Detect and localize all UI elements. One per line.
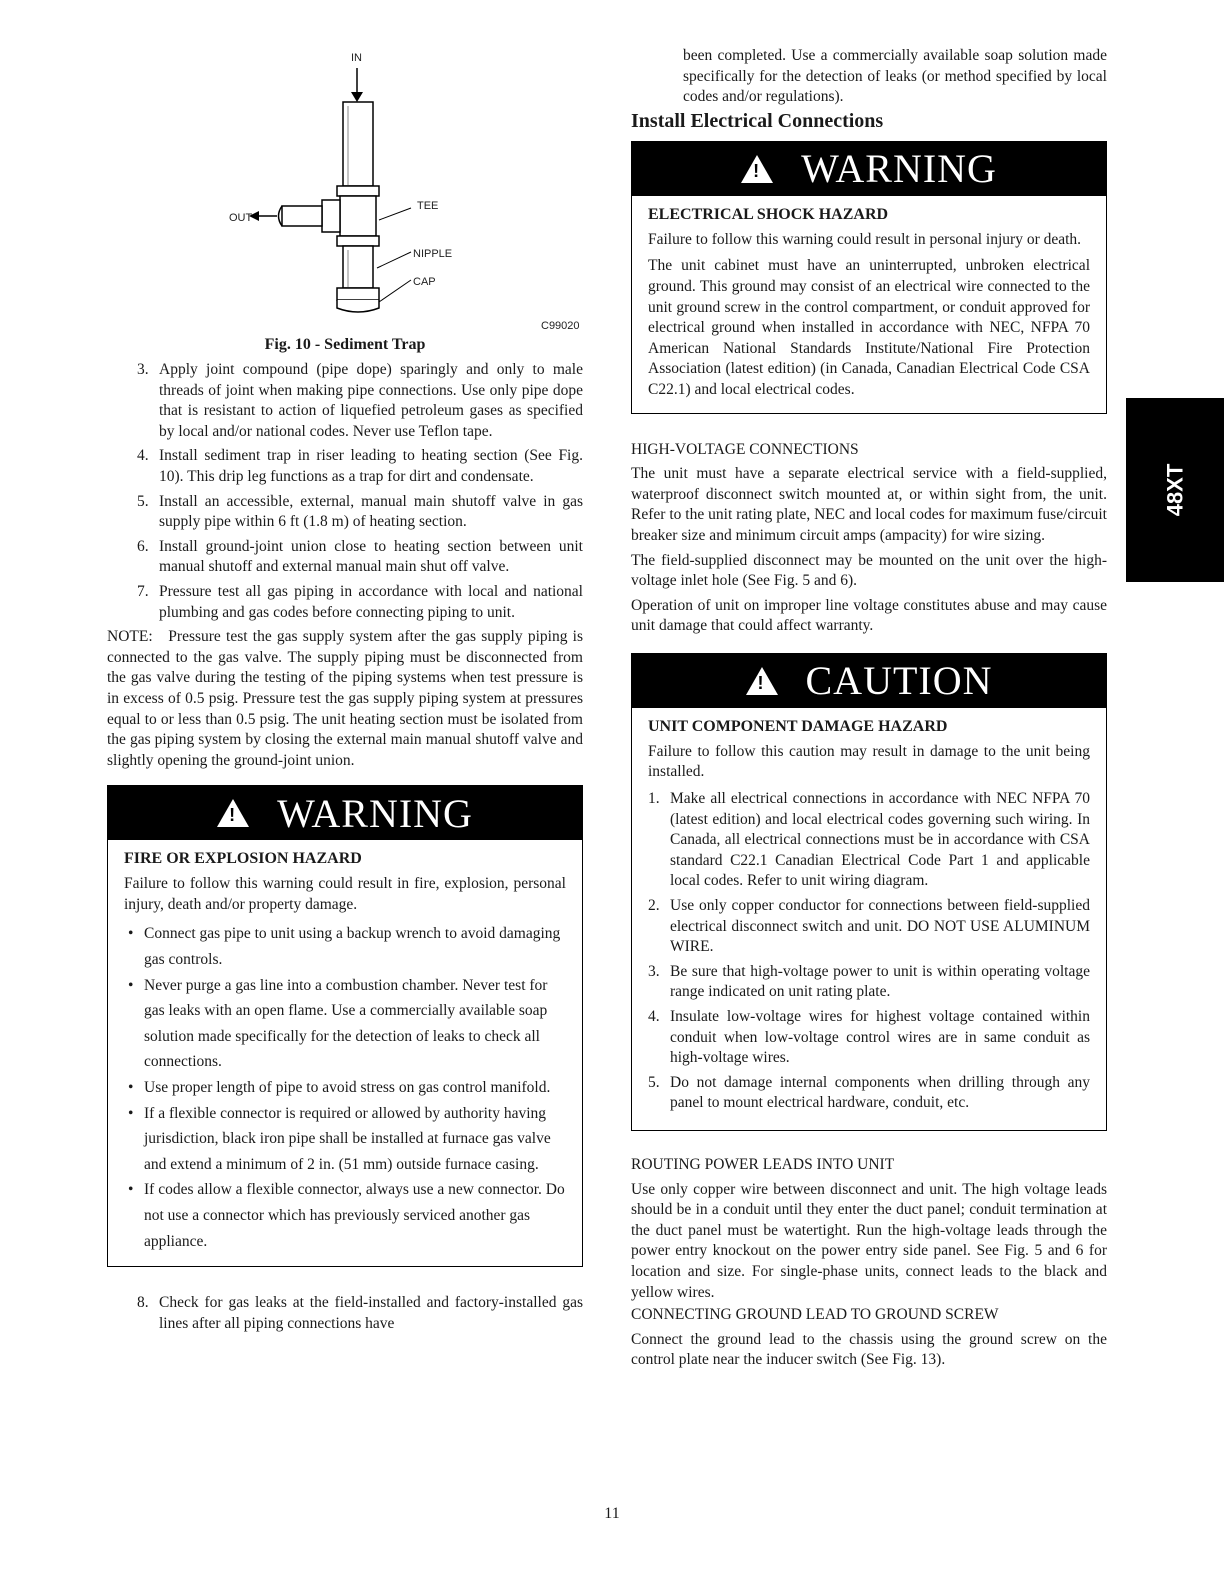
page-number: 11 [604, 1505, 620, 1522]
warning-banner: ! WARNING [108, 786, 582, 840]
fire-warning-box [107, 785, 583, 1267]
figure-code: C99020 [541, 320, 580, 332]
list-item: 7. Pressure test all gas piping in accordance with local and national plumbing and gas codes before connecting piping to unit. [137, 582, 583, 621]
figure-caption: Fig. 10 - Sediment Trap [264, 336, 426, 353]
in-label: IN [351, 52, 362, 64]
warning-p1: Failure to follow this warning could result in personal injury or death. [648, 230, 1082, 248]
sediment-trap-diagram [107, 40, 583, 340]
hv-heading: HIGH-VOLTAGE CONNECTIONS [631, 440, 859, 458]
warning-triangle-icon: ! [217, 799, 249, 827]
note-text: Pressure test the gas supply system after the gas supply piping is connected to the gas valve. The supply piping must be disconnected from the gas valve during the testing of the piping systems when test pressure is in excess of 0.5 psig. Pressure test the gas supply piping system at pressures equal to or less than 0.5 psig. The unit heating section must be isolated from the gas piping system by closing the external main manual shutoff valve and slightly opening the ground-joint union. [107, 628, 584, 769]
note-label: NOTE: [107, 628, 153, 646]
sediment-trap-figure [107, 40, 583, 360]
warning-title: ELECTRICAL SHOCK HAZARD [648, 205, 889, 223]
routing-heading: ROUTING POWER LEADS INTO UNIT [631, 1155, 895, 1173]
warning-intro: Failure to follow this warning could result in fire, explosion, personal injury, death and/or property damage. [124, 875, 566, 913]
list-item: • If codes allow a flexible connector, always use a new connector. Do not use a connector which has previously serviced another gas appliance. [124, 1177, 566, 1254]
warning-p2: The unit cabinet must have an uninterrupted, unbroken electrical ground. This ground may consist of an electrical wire connected to the unit ground screw in the control compartment, or conduit approved for electrical ground when installed in accordance with NEC, NFPA 70 American National Standards Institute/National Fire Protection Association (latest edition) (in Canada, Canadian Electrical Code CSA C22.1) and local electrical codes. [648, 257, 1090, 398]
tee-label: TEE [417, 200, 439, 212]
hv-p3: Operation of unit on improper line voltage constitutes abuse and may cause unit damage that could affect warranty. [631, 596, 1107, 635]
ground-heading: CONNECTING GROUND LEAD TO GROUND SCREW [631, 1306, 999, 1324]
list-item: 4. Insulate low-voltage wires for highest voltage contained within conduit when low-voltage control wires are in same conduit as high-voltage wires. [648, 1008, 1090, 1067]
list-item: 2. Use only copper conductor for connections between field-supplied electrical disconnect switch and unit. DO NOT USE ALUMINUM WIRE. [648, 897, 1090, 956]
list-item: 5. Install an accessible, external, manual main shutoff valve in gas supply pipe within 6 ft (1.8 m) of heating section. [137, 492, 583, 531]
list-item: 8. Check for gas leaks at the field-installed and factory-installed gas lines after all piping connections have [137, 1294, 583, 1332]
list-item: 6. Install ground-joint union close to heating section between unit manual shutoff and external manual main shut off valve. [137, 537, 583, 576]
side-tab-label: 48XT [1162, 463, 1187, 517]
list-item: 1. Make all electrical connections in accordance with NEC NFPA 70 (latest edition) and local electrical codes governing such wiring. In Canada, all electrical connections must be in accordance with CSA standard C22.1 Canadian Electrical Code Part 1 and applicable local codes. Refer to unit wiring diagram. [648, 790, 1090, 890]
warning-triangle-icon: ! [741, 155, 773, 183]
warning-banner: ! WARNING [632, 142, 1106, 196]
list-item: • Use proper length of pipe to avoid stress on gas control manifold. [124, 1075, 566, 1101]
out-label: OUT [229, 212, 253, 224]
caution-box [631, 653, 1107, 1131]
warning-title: FIRE OR EXPLOSION HAZARD [124, 850, 362, 868]
left-column [107, 40, 583, 1338]
hv-p2: The field-supplied disconnect may be mounted on the unit over the high-voltage inlet hole (See Fig. 5 and 6). [631, 551, 1107, 590]
caution-title: UNIT COMPONENT DAMAGE HAZARD [648, 717, 948, 735]
section-title: Install Electrical Connections [631, 109, 884, 132]
electric-warning-box [631, 141, 1107, 414]
right-column [631, 46, 1107, 1371]
note-paragraph [107, 627, 583, 771]
list-item: 4. Install sediment trap in riser leading to heating section (See Fig. 10). This drip leg functions as a trap for dirt and condensate. [137, 447, 583, 485]
list-item: 3. Apply joint compound (pipe dope) sparingly and only to male threads of joint when making pipe connections. Use only pipe dope that is resistant to action of liquefied petroleum gases as specified by local and/or national codes. Never use Teflon tape. [137, 361, 583, 440]
list-item: • Never purge a gas line into a combustion chamber. Never test for gas leaks with an open flame. Use a commercially available soap solution made specifically for the detection of leaks to check all connections. [124, 973, 566, 1075]
list-item: 5. Do not damage internal components when drilling through any panel to mount electrical hardware, conduit, etc. [648, 1073, 1090, 1112]
hv-p1: The unit must have a separate electrical service with a field-supplied, waterproof disconnect switch mounted at, or within sight from, the unit. Refer to the unit rating plate, NEC and local codes for maximum fuse/circuit breaker size and minimum circuit amps (ampacity) for wire sizing. [631, 465, 1107, 544]
routing-text: Use only copper wire between disconnect and unit. The high voltage leads should be in a conduit until they enter the duct panel; conduit termination at the duct panel must be watertight. Run the high-voltage leads through the power entry knockout on the power entry side panel. See Fig. 5 and 6 for location and size. For single-phase units, connect leads to the black and yellow wires. [631, 1180, 1107, 1301]
caution-intro: Failure to follow this caution may result in damage to the unit being installed. [648, 742, 1090, 781]
gas-piping-steps-cont [107, 1293, 583, 1334]
cap-label: CAP [413, 276, 436, 288]
caution-triangle-icon: ! [746, 667, 778, 695]
gas-piping-steps [107, 360, 583, 623]
list-item: 3. Be sure that high-voltage power to unit is within operating voltage range indicated on unit rating plate. [648, 962, 1090, 1001]
step8-continuation: been completed. Use a commercially available soap solution made specifically for the detection of leaks (or method specified by local codes and/or regulations). [683, 47, 1107, 106]
ground-text: Connect the ground lead to the chassis using the ground screw on the control plate near the inducer switch (See Fig. 13). [631, 1330, 1107, 1369]
side-tab [1126, 398, 1224, 582]
nipple-label: NIPPLE [413, 248, 453, 260]
caution-banner: ! CAUTION [632, 654, 1106, 708]
caution-items [648, 789, 1090, 1114]
list-item: • Connect gas pipe to unit using a backup wrench to avoid damaging gas controls. [124, 921, 566, 972]
warning-bullets [124, 921, 566, 1254]
list-item: • If a flexible connector is required or allowed by authority having jurisdiction, black iron pipe shall be installed at furnace gas valve and extend a minimum of 2 in. (51 mm) outside furnace casing. [124, 1101, 566, 1178]
